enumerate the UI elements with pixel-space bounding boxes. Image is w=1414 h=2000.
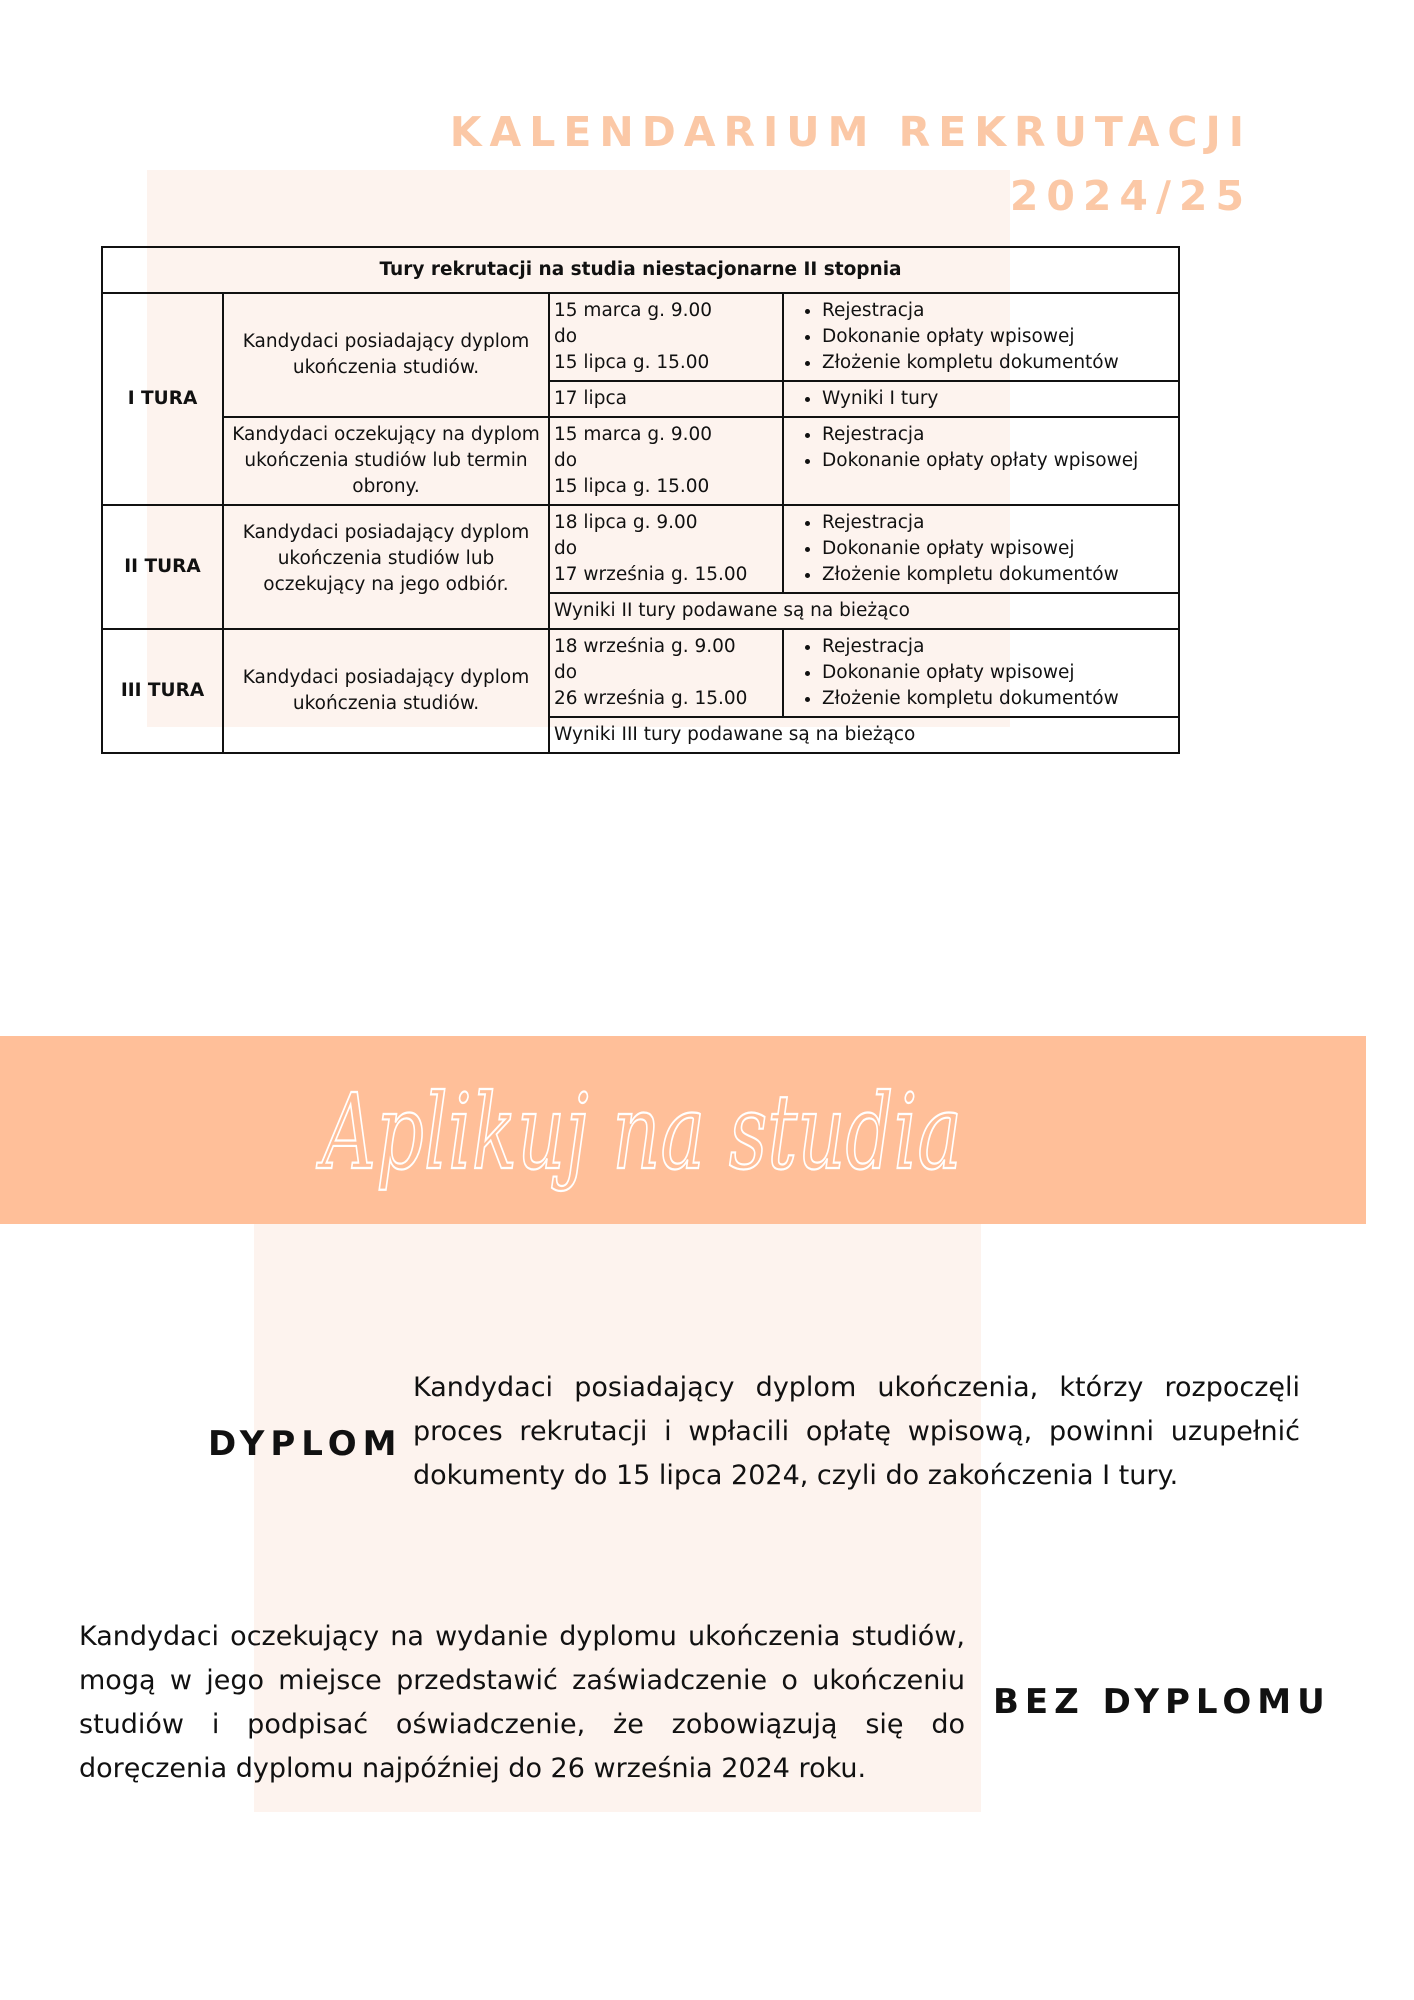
date-separator: do bbox=[554, 538, 578, 559]
date-to: 26 września g. 15.00 bbox=[554, 688, 748, 709]
table-header-row bbox=[102, 247, 1179, 293]
date-to: 15 lipca g. 15.00 bbox=[554, 352, 710, 373]
date-cell bbox=[549, 505, 783, 593]
actions-cell bbox=[783, 629, 1179, 717]
actions-cell bbox=[783, 505, 1179, 593]
list-item: • Wyniki I tury bbox=[822, 386, 1174, 412]
candidates-cell: Kandydaci posiadający dyplom ukończenia studiów. bbox=[223, 293, 549, 417]
date-to: 17 września g. 15.00 bbox=[554, 564, 748, 585]
results-cell: Wyniki II tury podawane są na bieżąco bbox=[549, 593, 1179, 629]
date-from: 15 marca g. 9.00 bbox=[554, 424, 713, 445]
bez-dyplomu-label: BEZ DYPLOMU bbox=[993, 1682, 1331, 1722]
date-separator: do bbox=[554, 326, 578, 347]
date-from: 18 lipca g. 9.00 bbox=[554, 512, 698, 533]
table-header: Tury rekrutacji na studia niestacjonarne II stopnia bbox=[102, 247, 1179, 293]
candidates-cell: Kandydaci posiadający dyplom ukończenia studiów. bbox=[223, 629, 549, 753]
candidates-cell: Kandydaci posiadający dyplom ukończenia studiów lub oczekujący na jego odbiór. bbox=[223, 505, 549, 629]
list-item: • Dokonanie opłaty opłaty wpisowej bbox=[822, 448, 1174, 474]
date-cell bbox=[549, 293, 783, 381]
tura-label: III TURA bbox=[102, 629, 223, 753]
page-title bbox=[450, 100, 1252, 228]
table-row bbox=[102, 505, 1179, 593]
date-from: 15 marca g. 9.00 bbox=[554, 300, 713, 321]
bez-dyplomu-paragraph: Kandydaci oczekujący na wydanie dyplomu ukończenia studiów, mogą w jego miejsce przedstawić zaświadczenie o ukończeniu studiów i podpisać oświadczenie, że zobowiązują się do doręczenia dyplomu najpóźniej do 26 września 2024 roku. bbox=[79, 1621, 965, 1784]
list-item: • Rejestracja bbox=[822, 510, 1174, 536]
list-item: • Złożenie kompletu dokumentów bbox=[822, 562, 1174, 588]
date-from: 18 września g. 9.00 bbox=[554, 636, 736, 657]
page-title-line1: KALENDARIUM REKRUTACJI bbox=[449, 108, 1252, 156]
list-item: • Rejestracja bbox=[822, 634, 1174, 660]
tura-label: I TURA bbox=[102, 293, 223, 505]
list-item: • Złożenie kompletu dokumentów bbox=[822, 350, 1174, 376]
date-to: 15 lipca g. 15.00 bbox=[554, 476, 710, 497]
list-item: • Dokonanie opłaty wpisowej bbox=[822, 324, 1174, 350]
results-date-cell: 17 lipca bbox=[549, 381, 783, 417]
table-row bbox=[102, 629, 1179, 717]
list-item: • Rejestracja bbox=[822, 298, 1174, 324]
date-cell bbox=[549, 629, 783, 717]
candidates-cell: Kandydaci oczekujący na dyplom ukończenia studiów lub termin obrony. bbox=[223, 417, 549, 505]
dyplom-paragraph: Kandydaci posiadający dyplom ukończenia, którzy rozpoczęli proces rekrutacji i wpłacili opłatę wpisową, powinni uzupełnić dokumenty do 15 lipca 2024, czyli do zakończenia I tury. bbox=[413, 1372, 1300, 1491]
dyplom-label: DYPLOM bbox=[208, 1424, 403, 1464]
actions-cell bbox=[783, 417, 1179, 505]
list-item: • Rejestracja bbox=[822, 422, 1174, 448]
results-cell: Wyniki III tury podawane są na bieżąco bbox=[549, 717, 1179, 753]
results-action-cell bbox=[783, 381, 1179, 417]
list-item: • Dokonanie opłaty wpisowej bbox=[822, 660, 1174, 686]
table-row bbox=[102, 293, 1179, 381]
apply-script-text: Aplikuj na studia bbox=[316, 1071, 962, 1193]
actions-cell bbox=[783, 293, 1179, 381]
list-item: • Dokonanie opłaty wpisowej bbox=[822, 536, 1174, 562]
table-row bbox=[102, 417, 1179, 505]
date-separator: do bbox=[554, 662, 578, 683]
tura-label: II TURA bbox=[102, 505, 223, 629]
apply-script-heading bbox=[312, 1040, 972, 1270]
list-item: • Złożenie kompletu dokumentów bbox=[822, 686, 1174, 712]
date-cell bbox=[549, 417, 783, 505]
recruitment-schedule-table bbox=[101, 246, 1180, 754]
date-separator: do bbox=[554, 450, 578, 471]
page-title-line2: 2024/25 bbox=[1009, 172, 1252, 220]
